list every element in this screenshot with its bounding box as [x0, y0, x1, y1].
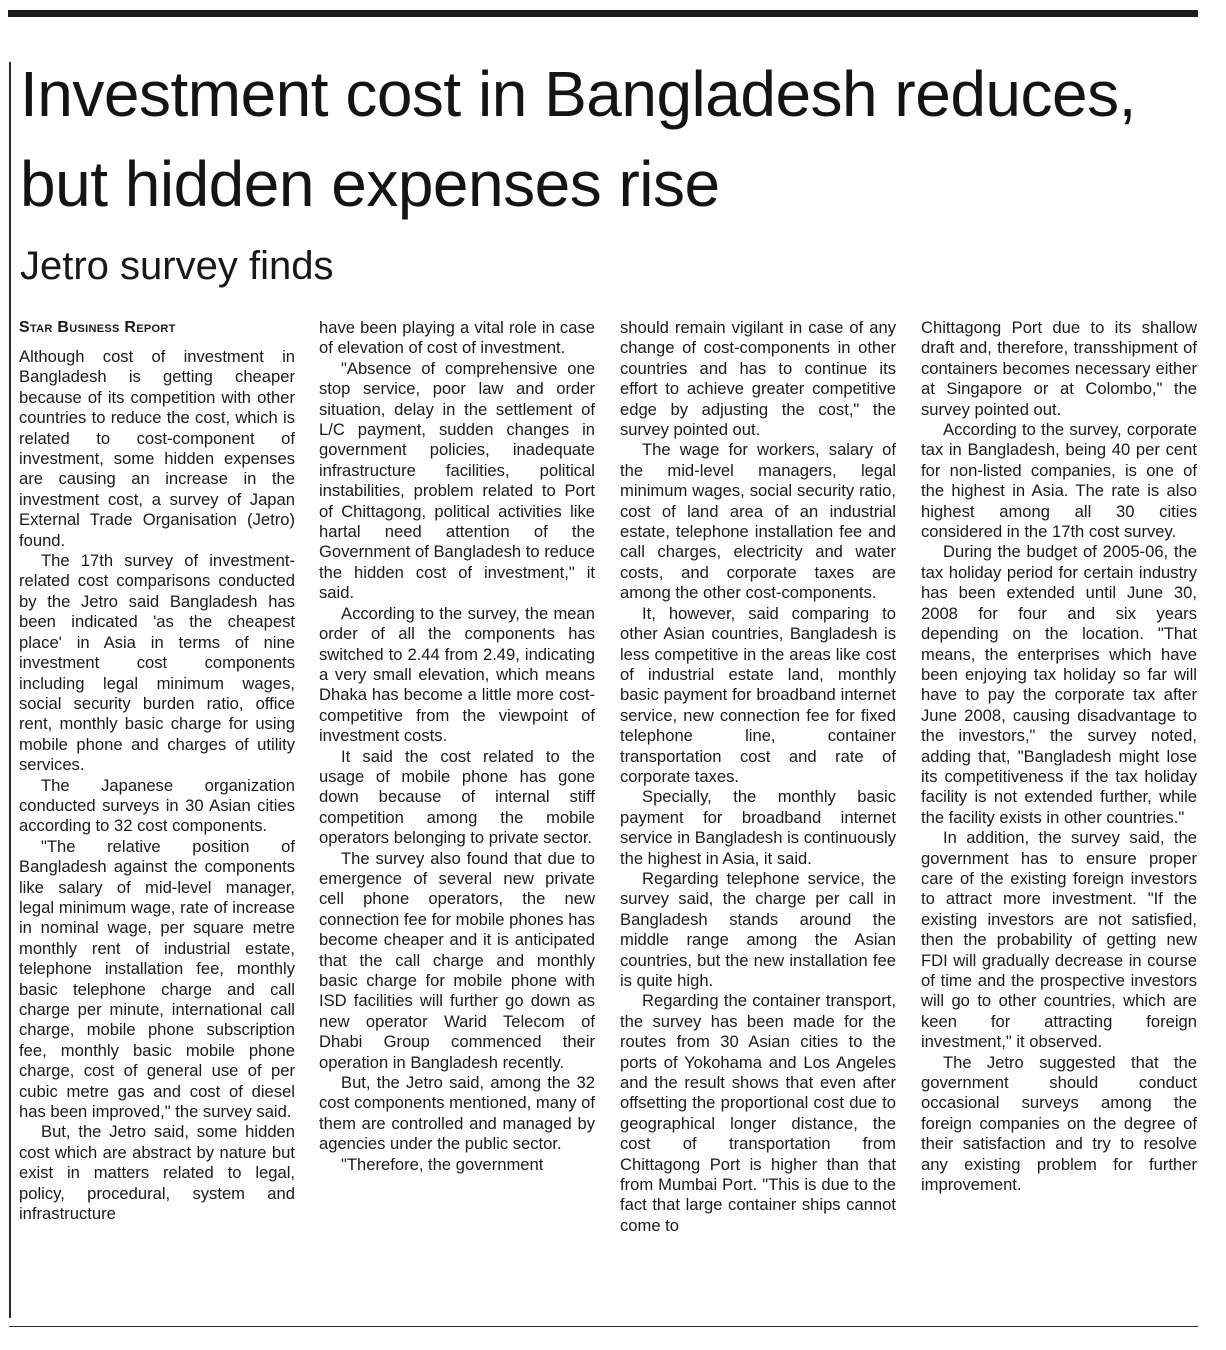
bottom-rule [9, 1326, 1198, 1327]
article-paragraph: The 17th survey of investment-related cost comparisons conducted by the Jetro said Bangladesh has been indicated 'as the cheapest place' in Asia in terms of nine investment cost components including legal minimum wages, social security burden ratio, office rent, monthly basic charge for using mobile phone and charges of utility services. [19, 551, 295, 775]
article-paragraph: The survey also found that due to emergence of several new private cell phone operators, the new connection fee for mobile phones has become cheaper and it is anticipated that the call charge and monthly basic charge for mobile phone with ISD facilities will further go down as new operator Warid Telecom of Dhabi Group commenced their operation in Bangladesh recently. [319, 848, 595, 1072]
article-column-1 [19, 318, 295, 1224]
article-paragraph: Chittagong Port due to its shallow draft and, therefore, transshipment of containers becomes necessary either at Singapore or at Colombo," the survey pointed out. [921, 318, 1197, 419]
article-column-4 [921, 318, 1197, 1195]
article-paragraph: But, the Jetro said, among the 32 cost components mentioned, many of them are controlled and managed by agencies under the public sector. [319, 1073, 595, 1154]
subhead: Jetro survey finds [20, 244, 334, 288]
article-column-3 [620, 318, 896, 1236]
article-paragraph: Although cost of investment in Bangladesh is getting cheaper because of its competition with other countries to reduce the cost, which is related to cost-component of investment, some hidden expenses are causing an increase in the investment cost, a survey of Japan External Trade Organisation (Jetro) found. [19, 347, 295, 550]
article-paragraph: Regarding the container transport, the survey has been made for the routes from 30 Asian cities to the ports of Yokohama and Los Angeles and the result shows that even after offsetting the proportional cost due to geographical longer distance, the cost of transportation from Chittagong Port is higher than that from Mumbai Port. "This is due to the fact that large container ships cannot come to [620, 991, 896, 1235]
headline: Investment cost in Bangladesh reduces, but hidden expenses rise [20, 58, 1136, 220]
top-rule [8, 10, 1198, 17]
article-paragraph: But, the Jetro said, some hidden cost which are abstract by nature but exist in matters related to legal, policy, procedural, system and infrastructure [19, 1122, 295, 1224]
article-paragraph: The Jetro suggested that the government should conduct occasional surveys among the foreign companies on the degree of their satisfaction and try to resolve any existing problem for further improvement. [921, 1052, 1197, 1195]
article-paragraph: During the budget of 2005-06, the tax holiday period for certain industry has been extended until June 30, 2008 for four and six years depending on the location. "That means, the enterprises which have been enjoying tax holiday so far will have to pay the corporate tax after June 2008, causing disadvantage to the investors," the survey noted, adding that, "Bangladesh might lose its competitiveness if the tax holiday facility is not extended further, while the facility exists in other countries." [921, 542, 1197, 827]
article-paragraph: "The relative position of Bangladesh against the components like salary of mid-level manager, legal minimum wage, rate of increase in nominal wage, per square metre monthly rent of industrial estate, telephone installation fee, monthly basic telephone charge and call charge per minute, international call charge, mobile phone subscription fee, monthly basic mobile phone charge, cost of general use of per cubic metre gas and cost of diesel has been improved," the survey said. [19, 836, 295, 1122]
article-paragraph: should remain vigilant in case of any change of cost-components in other countries and has to continue its effort to achieve greater competitive edge by adjusting the cost," the survey pointed out. [620, 318, 896, 440]
article-paragraph: It said the cost related to the usage of mobile phone has gone down because of internal stiff competition among the mobile operators belonging to private sector. [319, 746, 595, 848]
article-paragraph: According to the survey, corporate tax in Bangladesh, being 40 per cent for non-listed companies, is one of the highest in Asia. The rate is also highest among all 30 cities considered in the 17th cost survey. [921, 420, 1197, 542]
article-paragraph: The wage for workers, salary of the mid-level managers, legal minimum wages, social security ratio, cost of land area of an industrial estate, telephone installation fee and call charges, electricity and water costs, and corporate taxes are among the other cost-components. [620, 440, 896, 603]
article-paragraph: have been playing a vital role in case of elevation of cost of investment. [319, 318, 595, 358]
article-column-2 [319, 318, 595, 1175]
article-paragraph: The Japanese organization conducted surveys in 30 Asian cities according to 32 cost components. [19, 775, 295, 836]
article-paragraph: Regarding telephone service, the survey said, the charge per call in Bangladesh stands around the middle range among the Asian countries, but the new installation fee is quite high. [620, 868, 896, 990]
article-paragraph: "Absence of comprehensive one stop service, poor law and order situation, delay in the settlement of L/C payment, sudden changes in government policies, inadequate infrastructure facilities, political instabilities, problem related to Port of Chittagong, political activities like hartal need attention of the Government of Bangladesh to reduce the hidden cost of investment," it said. [319, 358, 595, 603]
byline: Star Business Report [19, 319, 176, 336]
article-paragraph: It, however, said comparing to other Asian countries, Bangladesh is less competitive in the areas like cost of industrial estate land, monthly basic payment for broadband internet service, new connection fee for fixed telephone line, container transportation cost and rate of corporate taxes. [620, 603, 896, 786]
article-paragraph: According to the survey, the mean order of all the components has switched to 2.44 from 2.49, indicating a very small elevation, which means Dhaka has become a little more cost-competitive from the viewpoint of investment costs. [319, 603, 595, 746]
article-paragraph: In addition, the survey said, the government has to ensure proper care of the existing foreign investors to attract more investment. "If the existing investors are not satisfied, then the probability of getting new FDI will gradually decrease in course of time and the prospective investors will go to other countries, which are keen for attracting foreign investment," it observed. [921, 828, 1197, 1052]
article-paragraph: Specially, the monthly basic payment for broadband internet service in Bangladesh is continuously the highest in Asia, it said. [620, 787, 896, 868]
article-paragraph: "Therefore, the government [341, 1154, 544, 1174]
left-rule [9, 62, 11, 1318]
